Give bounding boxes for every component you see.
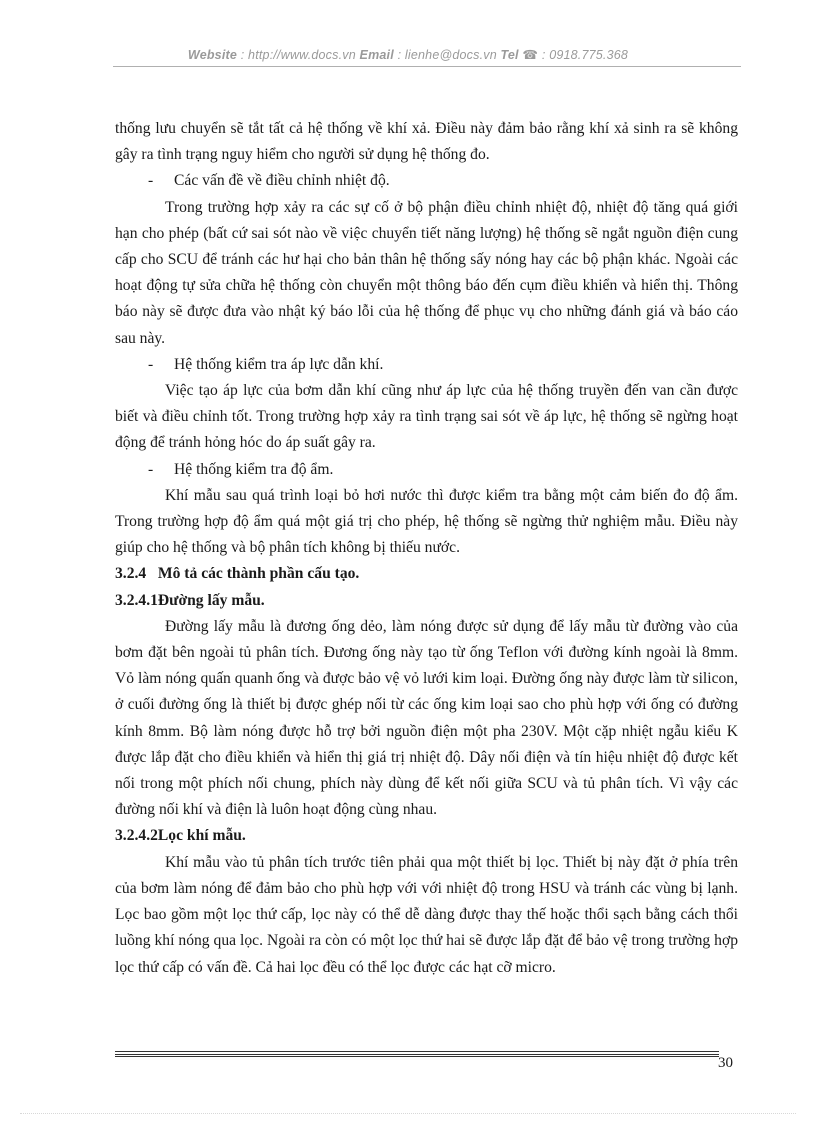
section-number: 3.2.4 [115,565,147,583]
bullet-dash: - [148,172,154,190]
bullet-item-3 [115,457,738,483]
bullet-text: Các vấn đề về điều chỉnh nhiệt độ. [174,172,390,190]
bullet-dash: - [148,460,154,478]
document-body [115,116,738,981]
bullet-item-1 [115,168,738,194]
paragraph-5: Đường lấy mẫu là đương ống dẻo, làm nóng được sử dụng để lấy mẫu từ đường vào của bơm đặt bên ngoài tủ phân tích. Đương ống này tạo từ ống Teflon với đường kính ngoài là 8mm. Vỏ làm nóng quấn quanh ống và được bảo vệ vỏ lưới kim loại. Đường ống này được làm từ silicon, ở cuối đường ống là thiết bị được ghép nối từ các ống kim loại sao cho phù hợp với ống có đường kính 8mm. Bộ làm nóng được hỗ trợ bởi nguồn điện một pha 230V. Một cặp nhiệt ngẫu kiểu K được lắp đặt cho điều khiển và hiển thị giá trị nhiệt độ. Dây nối điện và tín hiệu nhiệt độ được kết nối trong một phích nối chung, phích này dùng để kết nối giữa SCU và tủ phân tích. Vì vậy các đường nối khí và điện là luôn hoạt động cùng nhau. [115,617,738,819]
paragraph-1: thống lưu chuyển sẽ tắt tất cả hệ thống về khí xả. Điều này đảm bảo rằng khí xả sinh ra sẽ không gây ra tình trạng nguy hiểm cho người sử dụng hệ thống đo. [115,120,738,164]
paragraph-2: Trong trường hợp xảy ra các sự cố ở bộ phận điều chỉnh nhiệt độ, nhiệt độ tăng quá giới hạn cho phép (bất cứ sai sót nào về việc chuyển tiết năng lượng) hệ thống sẽ ngắt nguồn điện cung cấp cho SCU để tránh các hư hại cho bản thân hệ thống sấy nóng hay các bộ phận khác. Ngoài các hoạt động tự sửa chữa hệ thống còn chuyển một thông báo đến cụm điều khiển và hiển thị. Thông báo này sẽ được đưa vào nhật ký báo lỗi của hệ thống để phục vụ cho những đánh giá và báo cáo sau này. [115,198,738,347]
page-bottom-edge [20,1113,796,1114]
tel-value: ☎ : 0918.775.368 [518,48,629,62]
email-value: : lienhe@docs.vn [393,48,501,62]
website-value: : http://www.docs.vn [237,48,360,62]
tel-label: Tel [500,48,519,62]
email-label: Email [359,48,394,62]
bullet-text: Hệ thống kiểm tra độ ẩm. [174,460,334,478]
paragraph-4: Khí mẫu sau quá trình loại bỏ hơi nước thì được kiểm tra bằng một cảm biến đo độ ẩm. Trong trường hợp độ ẩm quá một giá trị cho phép, hệ thống sẽ ngừng thử nghiệm mẫu. Điều này giúp cho hệ thống và bộ phân tích không bị thiếu nước. [115,486,738,557]
footer-divider-thin [115,1051,719,1052]
bullet-dash: - [148,355,154,373]
subsection-heading-3-2-4-1: 3.2.4.1Đường lấy mẫu. [115,591,265,609]
bullet-text: Hệ thống kiểm tra áp lực dẫn khí. [174,355,384,373]
page-number: 30 [718,1055,733,1071]
subsection-heading-3-2-4-2: 3.2.4.2Lọc khí mẫu. [115,827,246,845]
section-title: Mô tả các thành phần cấu tạo. [157,565,360,583]
section-heading-3-2-4 [115,561,738,587]
paragraph-3: Việc tạo áp lực của bơm dẫn khí cũng như áp lực của hệ thống truyền đến van cần được biết và điều chỉnh tốt. Trong trường hợp xảy ra tình trạng sai sót về áp lực, hệ thống sẽ ngừng hoạt động để tránh hỏng hóc do áp suất gây ra. [115,382,738,452]
page-header [0,47,816,62]
footer-divider-double [115,1054,719,1057]
paragraph-6: Khí mẫu vào tủ phân tích trước tiên phải qua một thiết bị lọc. Thiết bị này đặt ở phía trên của bơm làm nóng để đảm bảo cho phù hợp với với nhiệt độ trong HSU và tránh các vùng bị lạnh. Lọc bao gồm một lọc thứ cấp, lọc này có thể dễ dàng được thay thế hoặc thổi sạch bằng cách thổi luồng khí nóng qua lọc. Ngoài ra còn có một lọc thứ hai sẽ được lắp đặt để bảo vệ trong trường hợp lọc thứ cấp có vấn đề. Cả hai lọc đều có thể lọc được các hạt cỡ micro. [115,853,738,976]
website-label: Website [187,48,238,62]
header-divider [113,66,741,67]
bullet-item-2 [115,352,738,378]
